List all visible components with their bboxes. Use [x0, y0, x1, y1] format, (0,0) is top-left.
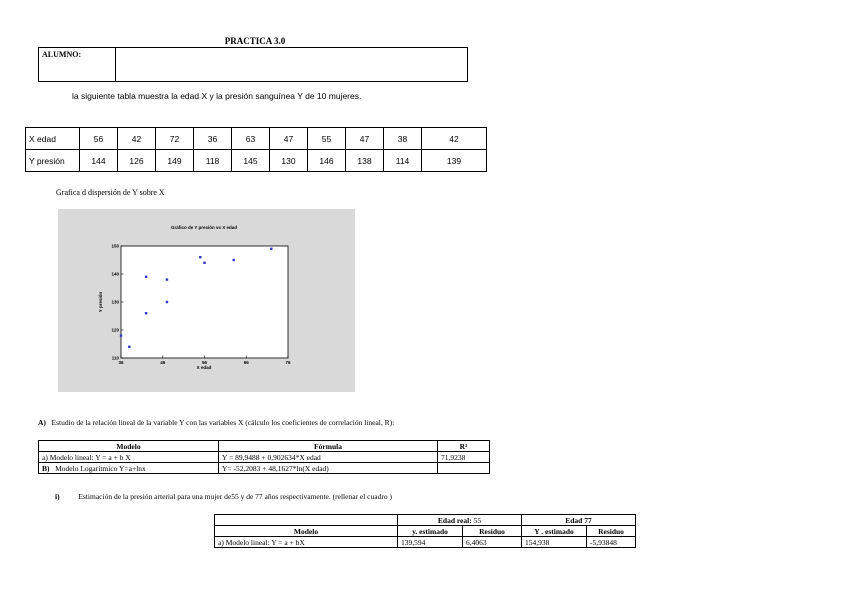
student-label: ALUMNO: — [39, 48, 116, 82]
log-model-label: Modelo Logarítmico Y=a+lnx — [55, 463, 146, 473]
age-cell: 42 — [422, 128, 487, 150]
table-row — [39, 452, 490, 463]
x-axis-label: X edad — [196, 365, 212, 370]
student-name-table — [38, 47, 468, 82]
age-cell: 56 — [80, 128, 118, 150]
scatter-point — [203, 262, 205, 264]
scatter-point — [270, 248, 272, 250]
model-table — [38, 440, 490, 474]
blank-header — [215, 515, 398, 526]
pressure-cell: 118 — [194, 150, 232, 172]
scatter-chart-frame — [58, 209, 355, 392]
section-i-heading — [55, 492, 392, 501]
x-tick-label: 76 — [285, 360, 291, 365]
formula-header: Fórmula — [219, 441, 438, 452]
table-row — [215, 537, 636, 548]
chart-title: Gráfico de Y presión vs X edad — [170, 225, 238, 230]
student-name-field[interactable] — [116, 48, 468, 82]
log-model-name — [39, 463, 219, 474]
x-tick-label: 56 — [201, 360, 208, 365]
x-tick-label: 66 — [243, 360, 249, 365]
estimate-77-value: 154,938 — [522, 537, 587, 548]
linear-model-name: a) Modelo lineal: Y = a + bX — [215, 537, 398, 548]
scatter-point — [199, 256, 201, 258]
age-cell: 63 — [232, 128, 270, 150]
y-tick-label: 110 — [111, 355, 119, 361]
linear-model-name: a) Modelo lineal: Y = a + b X — [39, 452, 219, 463]
section-i-letter: i) — [55, 492, 60, 501]
age-55-header — [398, 515, 522, 526]
pressure-cell: 114 — [384, 150, 422, 172]
residual-77-header: Residuo — [587, 526, 636, 537]
model-header: Modelo — [39, 441, 219, 452]
table-row — [39, 463, 490, 474]
pressure-row-label: Y presión — [26, 150, 80, 172]
age-77-header: Edad 77 — [522, 515, 636, 526]
pressure-row — [26, 150, 487, 172]
pressure-cell: 145 — [232, 150, 270, 172]
scatter-point — [166, 278, 168, 280]
age-55-value: 55 — [473, 515, 482, 525]
age-row — [26, 128, 487, 150]
estimate-55-header: y. estimado — [398, 526, 463, 537]
pressure-cell: 126 — [118, 150, 156, 172]
y-tick-label: 130 — [111, 299, 119, 305]
pressure-cell: 146 — [308, 150, 346, 172]
intro-text: la siguiente tabla muestra la edad X y la presión sanguínea Y de 10 mujeres. — [72, 91, 362, 101]
y-tick-label: 150 — [111, 243, 119, 249]
estimate-55-value: 139,594 — [398, 537, 463, 548]
scatter-point — [120, 334, 122, 336]
y-axis-label: Y presión — [98, 291, 103, 313]
log-model-formula: Y= -52,2083 + 48,1627*ln(X edad) — [219, 463, 438, 474]
section-i-text: Estimación de la presión arterial para una mujer de55 y de 77 años respectivamente. (rellenar el cuadro ) — [78, 492, 392, 501]
section-a-heading — [38, 418, 394, 427]
pressure-cell: 149 — [156, 150, 194, 172]
age-cell: 38 — [384, 128, 422, 150]
age-pressure-table — [25, 127, 487, 172]
pressure-cell: 139 — [422, 150, 487, 172]
age-cell: 36 — [194, 128, 232, 150]
age-cell: 47 — [346, 128, 384, 150]
log-model-prefix: B) — [42, 463, 50, 473]
age-cell: 42 — [118, 128, 156, 150]
model-header: Modelo — [215, 526, 398, 537]
y-tick-label: 140 — [111, 271, 119, 277]
estimate-77-header: Y . estimado — [522, 526, 587, 537]
scatter-point — [145, 312, 147, 314]
scatter-point — [166, 301, 168, 303]
residual-77-value: -5,93848 — [587, 537, 636, 548]
y-tick-label: 120 — [111, 327, 119, 333]
residual-55-header: Residuo — [463, 526, 522, 537]
age-row-label: X edad — [26, 128, 80, 150]
age-55-label: Edad real: — [437, 515, 472, 525]
pressure-cell: 130 — [270, 150, 308, 172]
section-a-text: Estudio de la relación lineal de la variable Y con las variables X (cálculo los coeficientes de correlación lineal, R): — [51, 418, 395, 427]
residual-55-value: 6,4063 — [463, 537, 522, 548]
scatter-point — [145, 276, 147, 278]
r2-header: R² — [438, 441, 490, 452]
age-cell: 72 — [156, 128, 194, 150]
page-title: PRACTICA 3.0 — [224, 36, 286, 46]
scatter-chart — [58, 209, 355, 392]
pressure-cell: 144 — [80, 150, 118, 172]
estimation-table — [214, 514, 636, 548]
x-tick-label: 46 — [160, 360, 166, 365]
scatter-caption: Grafica d dispersión de Y sobre X — [56, 188, 165, 197]
pressure-cell: 138 — [346, 150, 384, 172]
age-cell: 47 — [270, 128, 308, 150]
section-a-letter: A) — [38, 418, 46, 427]
scatter-point — [233, 259, 235, 261]
scatter-point — [128, 346, 130, 348]
age-cell: 55 — [308, 128, 346, 150]
linear-model-formula: Y = 89,9488 + 0,902634*X edad — [219, 452, 438, 463]
linear-model-r2: 71,9238 — [438, 452, 490, 463]
log-model-r2[interactable] — [438, 463, 490, 474]
x-tick-label: 36 — [118, 360, 124, 365]
